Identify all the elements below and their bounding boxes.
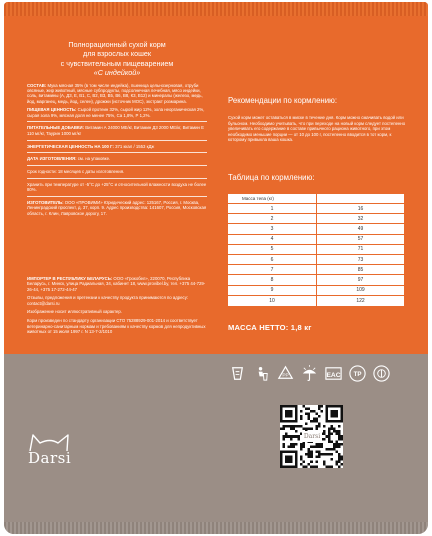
daily-grams-cell: 73 <box>357 256 364 263</box>
importer-text: ООО «Грокобел», 220070, Республика Беларусь, г. Минск, улица Радиальная, 34, кабинет 18, www.provibel.by, тел. +375 44-729-26-44, +375 17-272-44-47 <box>27 276 206 292</box>
table-row <box>228 224 404 234</box>
complaints <box>27 295 207 306</box>
title-line: Полнорационный сухой корм <box>68 40 166 49</box>
daily-grams-cell: 71 <box>357 246 364 253</box>
energy-text: 371 ккал / 1553 кДж <box>115 143 155 149</box>
brand-name: Darsi <box>28 449 72 467</box>
body-weight-cell: 10 <box>228 296 317 306</box>
eac-mark-icon <box>324 364 343 383</box>
body-weight-cell: 8 <box>228 275 317 284</box>
energy <box>27 144 207 149</box>
column-header-weight: Масса тела (кг) <box>228 194 317 203</box>
tr-mark-icon <box>348 364 367 383</box>
energy-label: ЭНЕРГЕТИЧЕСКАЯ ЦЕННОСТЬ НА 100 Г: <box>27 143 114 149</box>
recycle-triangle-icon <box>276 364 295 383</box>
recycle-cup-icon <box>228 364 247 383</box>
body-weight-cell: 9 <box>228 286 317 295</box>
title-line: с чувствительным пищеварением <box>60 58 174 68</box>
table-row <box>228 235 404 245</box>
table-row <box>228 255 404 265</box>
net-weight: МАССА НЕТТО: 1,8 кг <box>228 323 312 332</box>
table-row <box>228 204 404 214</box>
additives-label: ПИТАТЕЛЬНЫЕ ДОБАВКИ: <box>27 125 85 131</box>
table-header-row <box>228 194 404 204</box>
body-weight-cell: 7 <box>228 265 317 274</box>
title-line: для взрослых кошек <box>83 49 151 59</box>
divider <box>27 121 207 122</box>
body-weight-cell: 1 <box>228 204 317 213</box>
daily-grams-cell: 109 <box>356 287 365 294</box>
divider <box>27 165 207 166</box>
importer-column <box>27 276 207 338</box>
nutrition-text: Сырой протеин 32%, сырой жир 12%, зола неорганическая 2%, сырая зола 9%, мясная доля не менее 75%, Са 1,8%, Р 1,2%. <box>27 107 205 118</box>
manufacture-date <box>27 156 207 161</box>
producer-label: ИЗГОТОВИТЕЛЬ: <box>27 199 64 205</box>
svg-text:TP: TP <box>353 370 362 378</box>
body-weight-cell: 2 <box>228 214 317 223</box>
nutrition <box>27 107 207 118</box>
certification <box>27 318 207 334</box>
body-weight-cell: 4 <box>228 235 317 244</box>
shelf-life-label: Срок годности: <box>27 169 57 175</box>
daily-grams-cell: 49 <box>357 225 364 232</box>
qr-brand-label: Darsi <box>303 433 321 440</box>
producer-text: ООО «ПРОВИМИ» Юридический адрес: 125167, Россия, г. Москва, Ленинградский проспект, д. 37, корп. 9. Адрес производства: 141607, Россия, Московская область, г. Клин, Лавровское дорогу, 17. <box>27 199 207 216</box>
moisture-umbrella-icon <box>300 364 319 383</box>
additives <box>27 125 207 136</box>
product-info-column <box>27 40 207 219</box>
manufacture-date-label: ДАТА ИЗГОТОВЛЕНИЯ: <box>27 156 77 162</box>
daily-grams-cell: 122 <box>356 297 365 304</box>
table-row <box>228 245 404 255</box>
daily-grams-cell: 32 <box>357 215 364 222</box>
divider <box>27 178 207 179</box>
composition-text: Мука мясная 35% (в том числе индейка), пшеница цельнозерновая, отруби овсяные, жир животный, мясные субпродукты, подсолнечная лечебная, мясо индейки, соль, витамины (А, Д3, Е, В1, С, В2, В3, В5, В6, В8, К3, В12) и минералы (железо, медь, йод, марганец, медь, йод, селен), дрожжи (источник МОС), экстракт розмарина. <box>27 82 203 104</box>
table-row <box>228 214 404 224</box>
image-note-text: Изображение носит иллюстративный характер. <box>27 309 122 315</box>
composition <box>27 83 207 104</box>
svg-text:PP: PP <box>282 373 289 379</box>
certification-icons <box>228 364 391 383</box>
bottom-seal <box>4 522 428 534</box>
composition-label: СОСТАВ: <box>27 82 47 88</box>
daily-grams-cell: 97 <box>357 276 364 283</box>
image-note <box>27 309 207 314</box>
top-seal <box>4 2 428 16</box>
table-row <box>228 275 404 285</box>
svg-text:EAC: EAC <box>326 371 341 379</box>
title-flavor: «С индейкой» <box>93 68 141 78</box>
complaints-text: Отзывы, предложения и претензии к качеству продукта принимаются по адресу: contact@darsi.ru <box>27 295 189 306</box>
storage-text: Хранить при температуре от -5°С до +25°С и относительной влажности воздуха не более 80%. <box>27 181 207 193</box>
feeding-title: Рекомендации по кормлению: <box>228 96 338 105</box>
nutrition-label: ПИЩЕВАЯ ЦЕННОСТЬ: <box>27 107 77 113</box>
qr-code <box>280 405 343 468</box>
daily-grams-cell: 16 <box>357 205 364 212</box>
storage <box>27 182 207 193</box>
trash-bin-icon <box>252 364 271 383</box>
divider <box>27 140 207 141</box>
feeding-table-title: Таблица по кормлению: <box>228 173 315 182</box>
daily-grams-cell: 57 <box>357 236 364 243</box>
product-title <box>27 40 207 78</box>
shelf-life <box>27 169 207 174</box>
body-weight-cell: 5 <box>228 245 317 254</box>
feeding-table <box>227 193 405 307</box>
importer-label: ИМПОРТЕР В РЕСПУБЛИКУ БЕЛАРУСЬ: <box>27 276 113 281</box>
table-row <box>228 286 404 296</box>
daily-grams-cell: 85 <box>357 266 364 273</box>
divider <box>27 196 207 197</box>
additives-text: Витамин А 24000 МЕ/кг, Витамин Д3 2000 МЕ/кг, Витамин Е 110 мг/кг, Таурин 1000 мг/кг <box>27 125 204 136</box>
gost-mark-icon <box>372 364 391 383</box>
producer <box>27 200 207 216</box>
body-weight-cell: 6 <box>228 255 317 264</box>
divider <box>27 152 207 153</box>
body-weight-cell: 3 <box>228 224 317 233</box>
certification-text: Корм произведен по стандарту организации СТО 75288929-001-2014 и соответствует ветеринарно-санитарным нормам и требованиям к качеству кормов для непродуктивных животных от 15 июля 1997 г. N 13-7-2/1010 <box>27 318 206 334</box>
shelf-life-text: 18 месяцев с даты изготовления. <box>57 169 125 175</box>
table-row <box>228 265 404 275</box>
importer <box>27 276 207 292</box>
manufacture-date-text: см. на упаковке. <box>77 156 111 162</box>
feeding-text: Сухой корм может оставаться в миске в течение дня. Корм можно смачивать водой или бульоном. Необходимо учитывать, что при переходе на новый корм следует постепенно увеличивать его содержание в составе привычного рациона животного, при этом необходимо меньшие порции — от 10 до 100 г, постепенно вводится в тот корм, к которому привыкла ваша кошка. <box>228 115 406 143</box>
table-row <box>228 296 404 306</box>
